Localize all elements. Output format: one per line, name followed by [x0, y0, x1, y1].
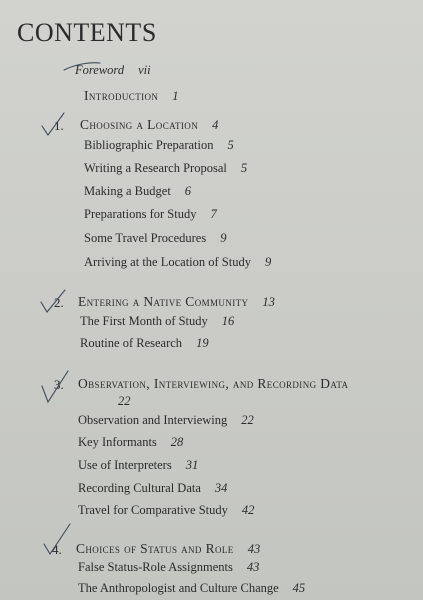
chapter-number: 3.: [54, 377, 64, 392]
check-mark-icon: [40, 522, 74, 558]
toc-section: Recording Cultural Data 34: [78, 481, 228, 495]
chapter-page-line: [118, 394, 131, 409]
chapter-title: Choices of Status and Role: [76, 541, 234, 556]
toc-section: Observation and Interviewing 22: [78, 413, 254, 427]
toc-section: False Status-Role Assignments 43: [78, 560, 260, 574]
pencil-mark-icon: [62, 58, 102, 80]
chapter-page: 43: [247, 542, 261, 556]
check-mark-icon: [38, 368, 72, 408]
chapter-title: Observation, Interviewing, and Recording Data: [78, 376, 349, 391]
toc-chapter-2: [78, 294, 275, 310]
toc-chapter-4: [76, 541, 260, 557]
chapter-number: 2.: [54, 295, 64, 310]
toc-section: Arriving at the Location of Study 9: [84, 255, 272, 269]
check-mark-icon: [38, 288, 68, 316]
toc-chapter-3: [78, 376, 348, 392]
toc-section: Key Informants 28: [78, 435, 184, 449]
chapter-title: Entering a Native Community: [78, 294, 249, 309]
entry-label: Introduction: [84, 88, 159, 103]
chapter-page: 4: [212, 118, 219, 132]
toc-section: The First Month of Study 16: [80, 314, 235, 328]
chapter-title: Choosing a Location: [80, 117, 199, 132]
toc-chapter-1: [80, 117, 218, 133]
page-title: CONTENTS: [17, 18, 157, 47]
chapter-page: 22: [118, 394, 131, 408]
chapter-number: 4.: [52, 542, 62, 557]
toc-section: Some Travel Procedures 9: [84, 231, 227, 245]
toc-section: The Anthropologist and Culture Change 45: [78, 581, 306, 595]
toc-section: Preparations for Study 7: [84, 207, 217, 221]
toc-section: Making a Budget 6: [84, 184, 192, 198]
check-mark-icon: [38, 110, 68, 138]
toc-section: Writing a Research Proposal 5: [84, 161, 248, 175]
toc-section: Use of Interpreters 31: [78, 458, 199, 472]
entry-label: Foreword: [75, 63, 125, 77]
entry-page: vii: [138, 63, 151, 77]
toc-section: Bibliographic Preparation 5: [84, 138, 234, 152]
toc-entry-introduction: [84, 88, 179, 104]
toc-section: Routine of Research 19: [80, 336, 209, 350]
chapter-number: 1.: [54, 118, 64, 133]
chapter-page: 13: [262, 295, 275, 309]
entry-page: 1: [172, 89, 179, 103]
toc-section: Travel for Comparative Study 42: [78, 503, 255, 517]
